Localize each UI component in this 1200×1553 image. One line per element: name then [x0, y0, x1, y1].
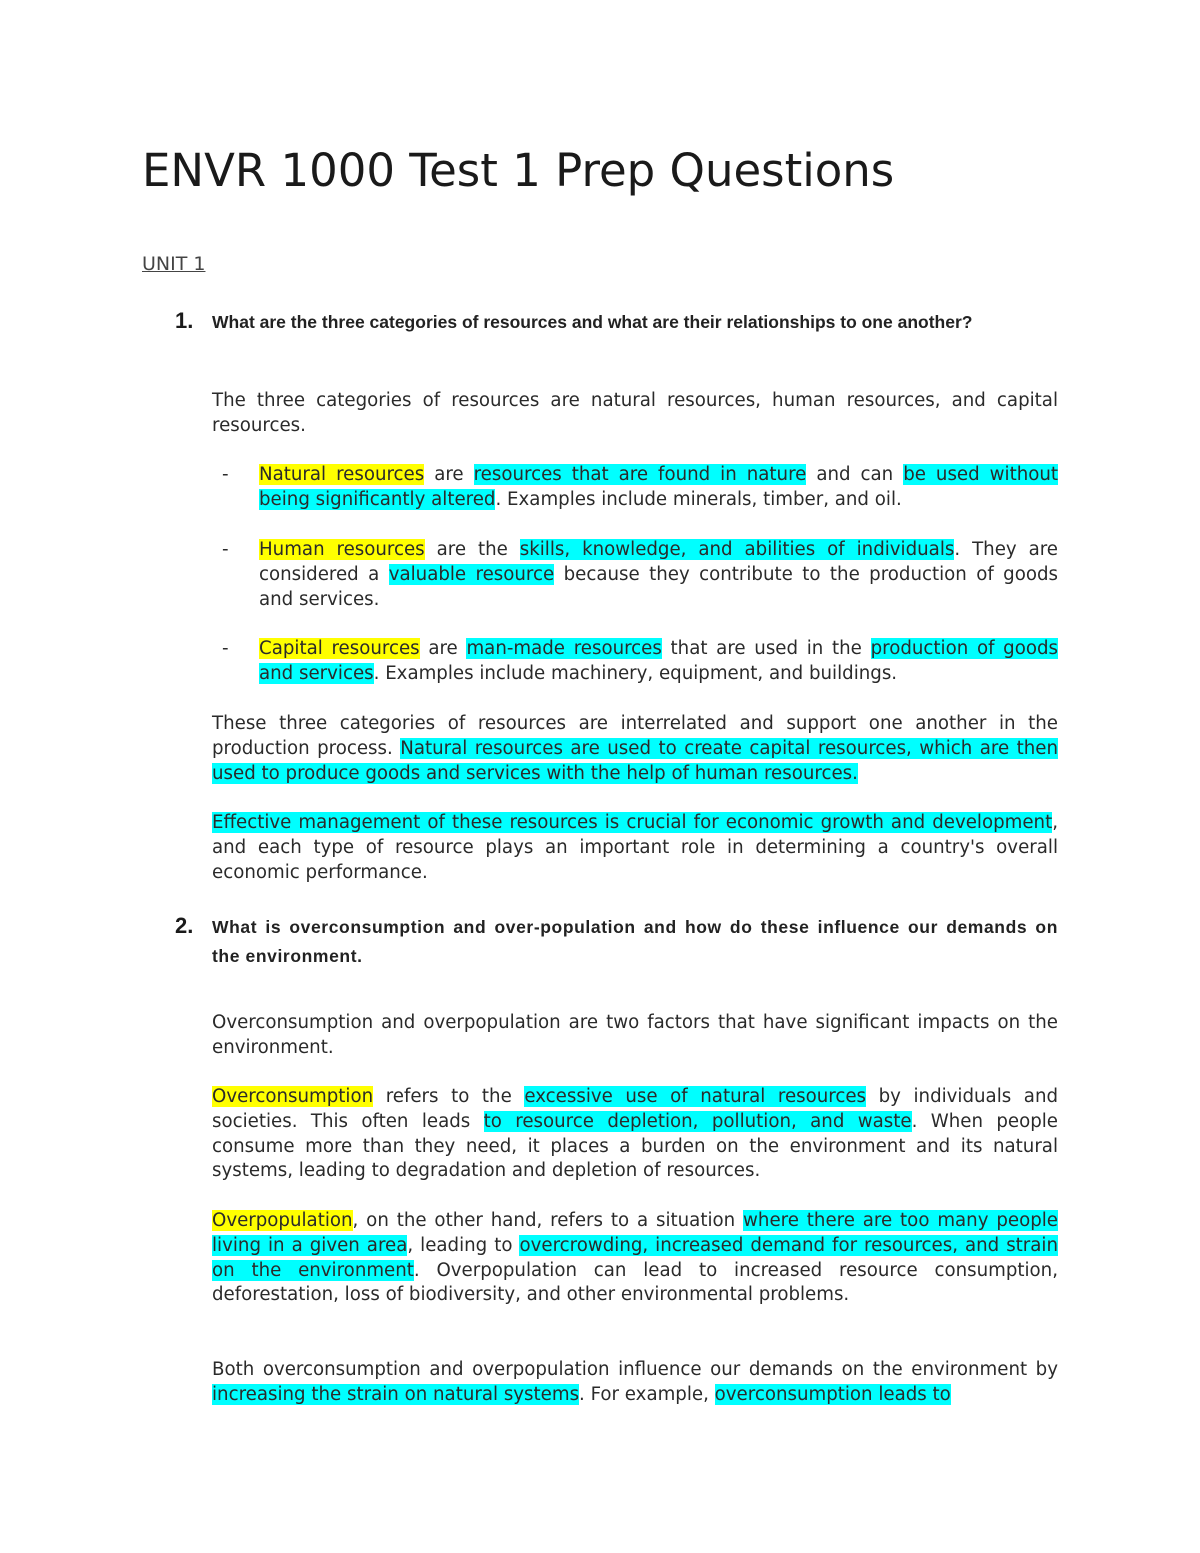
- text-run: that are used in the: [661, 638, 871, 659]
- text-run: , on the other hand, refers to a situation: [352, 1210, 744, 1231]
- highlight-phrase: skills, knowledge, and abilities of individuals: [519, 539, 955, 560]
- highlight-phrase: Natural resources are used to create capital resources, which are then used to produce goods and services with the help of human resources.: [212, 737, 1058, 784]
- bullet-human-resources: [259, 538, 1058, 612]
- highlight-term: Capital resources: [259, 638, 420, 659]
- text-run: , leading to: [407, 1234, 520, 1256]
- text-run: . Examples include machinery, equipment, and buildings.: [373, 662, 898, 684]
- highlight-phrase: increasing the strain on natural systems: [212, 1383, 580, 1405]
- text-run: . When people consume more than they need, it places a burden on the environment and its natural systems, leading to degradation and depletion of resources.: [212, 1110, 1058, 1182]
- text-run: These three categories of resources are interrelated and support one another in the production process.: [212, 713, 1058, 759]
- highlight-term: Natural resources: [259, 464, 425, 485]
- bullet-natural-resources: [259, 463, 1058, 513]
- question-number: 2.: [175, 913, 194, 938]
- highlight-phrase: production of goods and services: [259, 638, 1058, 684]
- answer-paragraph: Overconsumption and overpopulation are two factors that have significant impacts on the environment.: [212, 1012, 1058, 1058]
- text-run: . They are considered a: [259, 539, 1059, 585]
- highlight-phrase: resources that are found in nature: [473, 464, 807, 485]
- answer-paragraph: [212, 1358, 1058, 1408]
- unit-heading: UNIT 1: [142, 253, 206, 275]
- highlight-phrase: excessive use of natural resources: [524, 1086, 867, 1107]
- highlight-phrase: overcrowding, increased demand for resources, and strain on the environment: [212, 1234, 1059, 1281]
- bullet-dash: -: [222, 464, 229, 485]
- text-run: by individuals and societies. This often leads: [212, 1086, 1059, 1132]
- highlight-term: Overconsumption: [212, 1086, 374, 1107]
- bullet-dash: -: [222, 638, 229, 659]
- overpopulation-paragraph: [212, 1209, 1058, 1308]
- overconsumption-paragraph: [212, 1085, 1058, 1184]
- text-run: refers to the: [373, 1086, 525, 1107]
- highlight-phrase: be used without being significantly altered: [259, 464, 1059, 510]
- highlight-phrase: overconsumption leads to: [714, 1383, 951, 1405]
- answer-paragraph: [212, 712, 1058, 786]
- highlight-term: Overpopulation: [212, 1210, 353, 1231]
- text-run: and can: [806, 464, 904, 485]
- answer-paragraph: The three categories of resources are natural resources, human resources, and capital resources.: [212, 390, 1058, 436]
- text-run: , and each type of resource plays an important role in determining a country's overall economic performance.: [212, 812, 1058, 883]
- bullet-dash: -: [222, 539, 229, 560]
- text-run: are: [424, 464, 474, 485]
- highlight-phrase: man-made resources: [466, 638, 662, 659]
- question-number: 1.: [175, 308, 194, 333]
- question-text: What are the three categories of resources and what are their relationships to one another?: [212, 312, 973, 332]
- document-title: ENVR 1000 Test 1 Prep Questions: [142, 144, 895, 197]
- highlight-phrase: where there are too many people living in a given area: [212, 1210, 1058, 1256]
- highlight-phrase: valuable resource: [388, 563, 555, 585]
- text-run: are: [419, 638, 467, 659]
- answer-paragraph: [212, 811, 1058, 885]
- text-run: Both overconsumption and overpopulation influence our demands on the environment by: [212, 1359, 1058, 1380]
- bullet-capital-resources: [259, 637, 1058, 687]
- highlight-phrase: to resource depletion, pollution, and waste: [483, 1110, 912, 1132]
- highlight-phrase: Effective management of these resources is crucial for economic growth and development: [212, 812, 1053, 833]
- text-run: are the: [424, 539, 520, 560]
- text-run: because they contribute to the production of goods and services.: [259, 563, 1058, 610]
- question-text: What is overconsumption and over-population and how do these influence our demands on the environment.: [212, 917, 1058, 966]
- text-run: . For example,: [579, 1383, 715, 1405]
- text-run: . Examples include minerals, timber, and oil.: [495, 488, 902, 510]
- text-run: . Overpopulation can lead to increased resource consumption, deforestation, loss of biodiversity, and other environmental problems.: [212, 1259, 1058, 1306]
- highlight-term: Human resources: [259, 539, 425, 560]
